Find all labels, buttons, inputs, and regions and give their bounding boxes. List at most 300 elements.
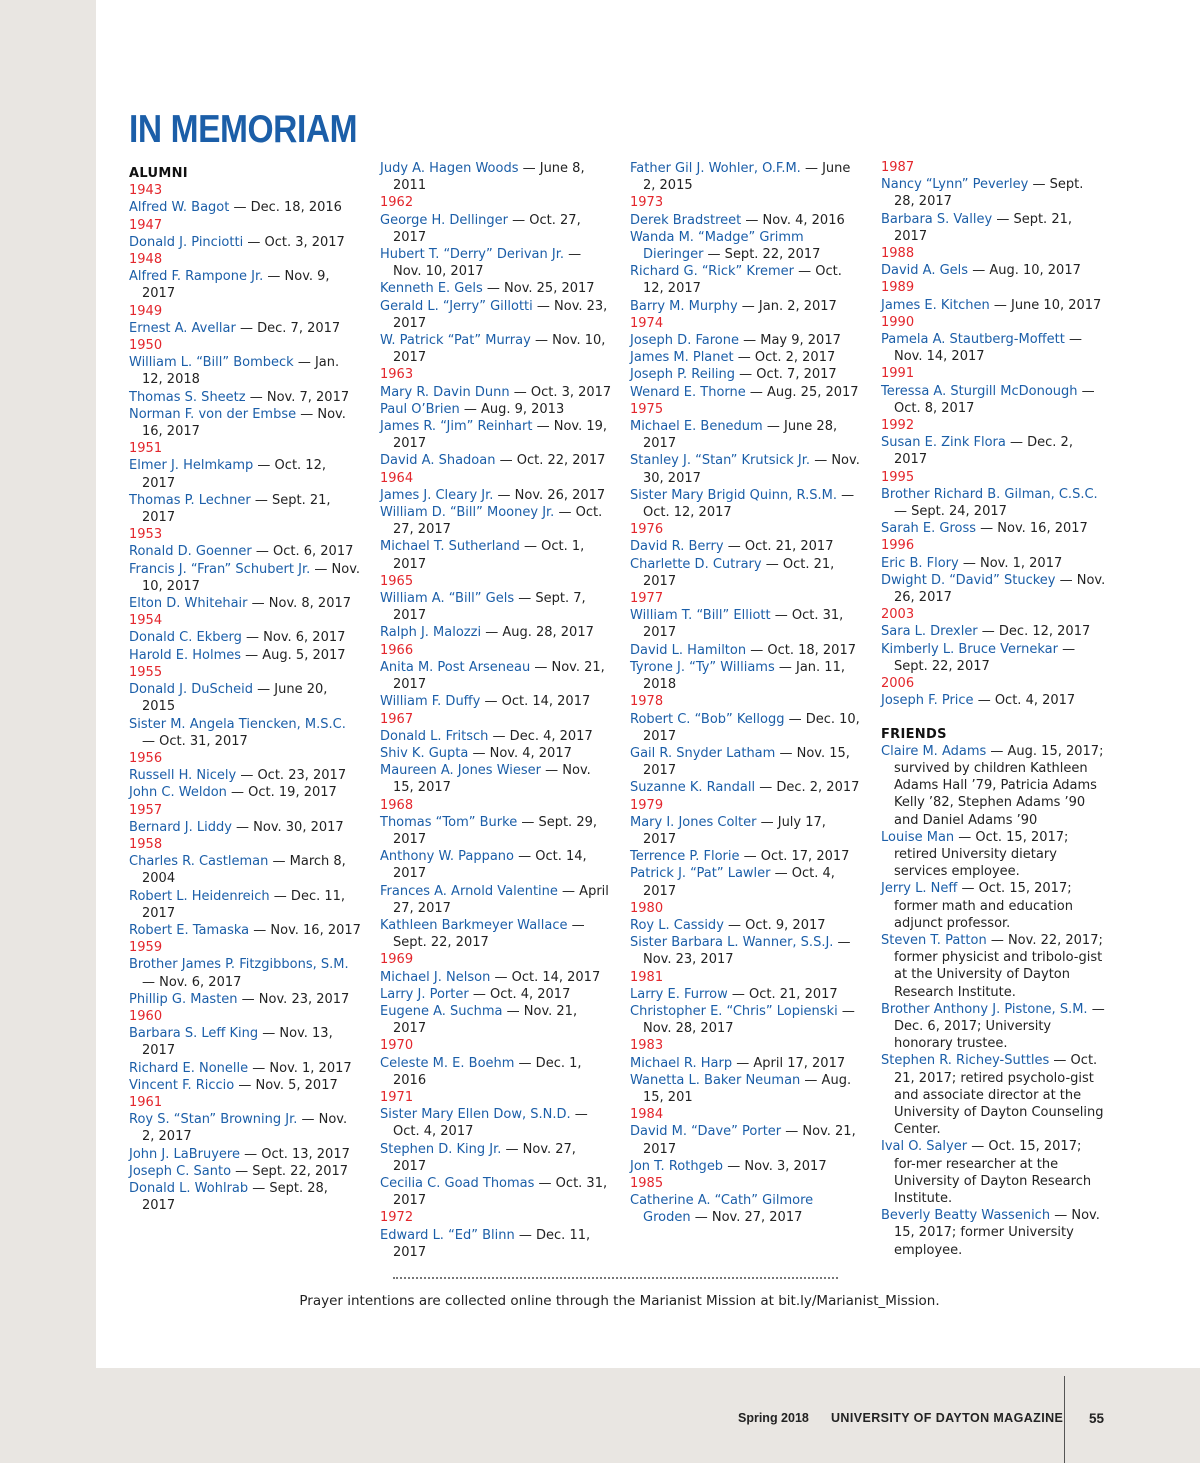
memorial-entry	[380, 986, 612, 1003]
memorial-entry	[129, 561, 361, 595]
date-of-death: — Aug. 5, 2017	[241, 647, 346, 663]
class-year: 1967	[380, 711, 414, 727]
deceased-name: David M. “Dave” Porter	[630, 1124, 782, 1140]
class-year: 2006	[881, 676, 915, 692]
memorial-entry	[630, 212, 862, 229]
deceased-name: Dwight D. “David” Stuckey	[881, 572, 1056, 588]
deceased-name: William L. “Bill” Bombeck	[129, 355, 294, 371]
date-of-death: — Oct. 15, 2017; for-mer researcher at the University of Dayton Research Institute.	[894, 1139, 1092, 1206]
date-of-death: — Aug. 15, 2017; survived by children Kathleen Adams Hall ’79, Patricia Adams Kelly ’82, Stephen Adams ’90 and Daniel Adams ’90	[894, 743, 1104, 828]
date-of-death: — Nov. 10, 2017	[142, 561, 361, 594]
deceased-name: William F. Duffy	[380, 694, 481, 710]
memorial-entry	[380, 1106, 612, 1140]
date-of-death: — Sept. 22, 2017	[393, 917, 585, 951]
deceased-name: Donald J. Pinciotti	[129, 234, 244, 250]
memorial-entry	[881, 297, 1107, 314]
prayer-footnote: Prayer intentions are collected online through the Marianist Mission at bit.ly/Marianist_Mission.	[299, 1293, 940, 1309]
date-of-death: — Nov. 21, 2017	[643, 1124, 856, 1157]
class-year: 1976	[630, 522, 664, 538]
memorial-entry	[129, 1180, 361, 1214]
deceased-name: Elmer J. Helmkamp	[129, 458, 254, 474]
deceased-name: Ernest A. Avellar	[129, 320, 236, 336]
deceased-name: Anita M. Post Arseneau	[380, 659, 531, 675]
date-of-death: — Dec. 12, 2017	[977, 624, 1091, 640]
memorial-entry	[630, 556, 862, 590]
date-of-death: — Oct. 27, 2017	[393, 212, 581, 245]
deceased-name: Joseph C. Santo	[129, 1163, 232, 1179]
memorial-entry	[129, 991, 361, 1008]
memorial-entry	[380, 917, 612, 951]
date-of-death: — Nov. 9, 2017	[142, 269, 330, 302]
class-year: 1996	[881, 538, 915, 554]
deceased-name: Stephen D. King Jr.	[380, 1141, 502, 1157]
deceased-name: John C. Weldon	[129, 785, 227, 801]
deceased-name: Mary I. Jones Colter	[630, 814, 757, 830]
memorial-entry	[380, 1003, 612, 1037]
date-of-death: — May 9, 2017	[738, 333, 841, 349]
date-of-death: — Oct. 4, 2017	[643, 866, 835, 899]
memorial-entry	[129, 922, 361, 939]
memorial-entry	[630, 229, 862, 263]
date-of-death: — Nov. 19, 2017	[393, 419, 608, 452]
memorial-entry	[129, 1163, 361, 1180]
class-year: 1960	[129, 1008, 163, 1024]
page-number: 55	[1089, 1411, 1105, 1426]
deceased-name: Paul O’Brien	[380, 401, 460, 417]
deceased-name: Sara L. Drexler	[881, 624, 978, 640]
deceased-name: Eugene A. Suchma	[380, 1003, 503, 1019]
date-of-death: — Dec. 18, 2016	[229, 200, 342, 216]
memorial-entry	[380, 332, 612, 366]
memorial-entry	[129, 1025, 361, 1059]
deceased-name: Alfred F. Rampone Jr.	[129, 269, 264, 285]
class-year: 1970	[380, 1038, 414, 1054]
memorial-entry	[630, 986, 862, 1003]
date-of-death: — Nov. 15, 2017; former University employee.	[894, 1208, 1100, 1258]
date-of-death: — Dec. 4, 2017	[488, 728, 593, 744]
date-of-death: — Jan. 12, 2018	[142, 355, 340, 388]
date-of-death: — Sept. 22, 2017	[231, 1163, 349, 1179]
memorial-entry	[380, 298, 612, 332]
page-title: IN MEMORIAM	[129, 108, 358, 151]
date-of-death: — Nov. 4, 2017	[468, 745, 572, 761]
date-of-death: — Nov. 23, 2017	[643, 935, 851, 968]
deceased-name: Hubert T. “Derry” Derivan Jr.	[380, 247, 564, 263]
deceased-name: David A. Gels	[881, 263, 969, 279]
memorial-entry	[881, 932, 1107, 1001]
deceased-name: Richard E. Nonelle	[129, 1060, 249, 1076]
memorial-entry	[630, 745, 862, 779]
deceased-name: Patrick J. “Pat” Lawler	[630, 866, 771, 882]
date-of-death: — Nov. 25, 2017	[482, 281, 595, 297]
memorial-entry	[630, 538, 862, 555]
class-year: 1968	[380, 797, 414, 813]
deceased-name: Celeste M. E. Boehm	[380, 1055, 515, 1071]
memorial-entry	[881, 641, 1107, 675]
date-of-death: — Nov. 6, 2017	[142, 974, 242, 990]
deceased-name: Father Gil J. Wohler, O.F.M.	[630, 161, 801, 176]
date-of-death: — Oct. 22, 2017	[495, 453, 606, 469]
deceased-name: Jon T. Rothgeb	[630, 1158, 724, 1174]
memorial-entry	[881, 880, 1107, 932]
deceased-name: Derek Bradstreet	[630, 212, 742, 228]
memorial-entry	[380, 1141, 612, 1175]
date-of-death: — Oct. 15, 2017; former math and education adjunct professor.	[894, 881, 1073, 931]
deceased-name: Gerald L. “Jerry” Gillotti	[380, 298, 533, 314]
date-of-death: — Sept. 22, 2017	[894, 641, 1076, 674]
deceased-name: Charles R. Castleman	[129, 854, 269, 870]
deceased-name: Vincent F. Riccio	[129, 1077, 235, 1093]
memorial-entry	[881, 331, 1107, 365]
deceased-name: Beverly Beatty Wassenich	[881, 1208, 1051, 1224]
deceased-name: William A. “Bill” Gels	[380, 591, 515, 607]
memorial-entry	[380, 212, 612, 246]
deceased-name: Kenneth E. Gels	[380, 281, 483, 297]
memorial-entry	[129, 629, 361, 646]
deceased-name: Donald L. Fritsch	[380, 728, 489, 744]
deceased-name: Francis J. “Fran” Schubert Jr.	[129, 561, 311, 577]
deceased-name: Teressa A. Sturgill McDonough	[881, 383, 1078, 399]
memorial-entry	[129, 716, 361, 750]
date-of-death: — Oct. 12, 2017	[142, 458, 326, 491]
date-of-death: — Aug. 25, 2017	[745, 384, 859, 400]
date-of-death: — Oct. 21, 2017	[727, 986, 838, 1002]
class-year: 1948	[129, 252, 163, 268]
class-year: 1973	[630, 195, 664, 211]
deceased-name: Catherine A. “Cath” Gilmore Groden	[630, 1193, 814, 1226]
memorial-entry	[881, 211, 1107, 245]
memorial-entry	[881, 520, 1107, 537]
date-of-death: — Nov. 26, 2017	[894, 572, 1106, 606]
memorial-entry	[380, 762, 612, 796]
memorial-entry	[881, 1207, 1107, 1259]
memorial-entry	[630, 487, 862, 521]
class-year: 1949	[129, 303, 163, 319]
memorial-entry	[380, 728, 612, 745]
deceased-name: Brother James P. Fitzgibbons, S.M.	[129, 957, 349, 973]
date-of-death: — Oct. 18, 2017	[746, 642, 856, 658]
date-of-death: — Oct. 15, 2017; retired University dietary services employee.	[894, 829, 1069, 880]
date-of-death: — Dec. 1, 2016	[393, 1055, 582, 1088]
memorial-entry	[380, 401, 612, 418]
memorial-entry	[881, 176, 1107, 210]
deceased-name: Michael J. Nelson	[380, 969, 491, 985]
date-of-death: — Nov. 15, 2017	[643, 745, 850, 779]
memorial-entry	[129, 1146, 361, 1163]
deceased-name: Ronald D. Goenner	[129, 544, 252, 560]
memorial-entry	[380, 745, 612, 762]
date-of-death: — Nov. 1, 2017	[248, 1060, 352, 1076]
date-of-death: — Nov. 21, 2017	[393, 659, 605, 693]
date-of-death: — Aug. 28, 2017	[481, 625, 594, 641]
memorial-entry	[380, 452, 612, 469]
date-of-death: — Oct. 3, 2017	[509, 384, 612, 400]
class-year: 1975	[630, 401, 664, 417]
memorial-entry	[881, 486, 1107, 520]
date-of-death: — Nov. 28, 2017	[643, 1003, 855, 1037]
memorial-entry	[630, 814, 862, 848]
date-of-death: — Nov. 14, 2017	[894, 332, 1082, 365]
memorial-entry	[630, 1123, 862, 1157]
deceased-name: Judy A. Hagen Woods	[380, 161, 519, 176]
section-heading: ALUMNI	[129, 166, 188, 181]
folio-divider	[1064, 1376, 1065, 1463]
deceased-name: Roy L. Cassidy	[630, 917, 724, 933]
deceased-name: Richard G. “Rick” Kremer	[630, 264, 794, 280]
deceased-name: Harold E. Holmes	[129, 647, 242, 663]
date-of-death: — Nov. 4, 2016	[741, 212, 845, 228]
date-of-death: — Dec. 11, 2017	[393, 1227, 591, 1260]
deceased-name: Mary R. Davin Dunn	[380, 384, 510, 400]
deceased-name: Robert L. Heidenreich	[129, 888, 270, 904]
dotted-divider	[393, 1277, 838, 1279]
memorial-entry	[630, 659, 862, 693]
deceased-name: James E. Kitchen	[881, 297, 990, 313]
deceased-name: Nancy “Lynn” Peverley	[881, 177, 1029, 193]
memorial-entry	[129, 457, 361, 491]
memorial-entry	[380, 969, 612, 986]
class-year: 1959	[129, 940, 163, 956]
memorial-entry	[630, 711, 862, 745]
memorial-entry	[630, 779, 862, 796]
memorial-entry	[129, 1060, 361, 1077]
date-of-death: — Nov. 27, 2017	[393, 1141, 576, 1174]
deceased-name: William T. “Bill” Elliott	[630, 608, 771, 624]
date-of-death: — Dec. 10, 2017	[643, 711, 860, 744]
class-year: 1991	[881, 366, 915, 382]
date-of-death: — Oct. 4, 2017	[393, 1107, 588, 1140]
deceased-name: Donald L. Wohlrab	[129, 1180, 249, 1196]
date-of-death: — Oct. 21, 2017	[643, 556, 835, 589]
class-year: 1995	[881, 469, 915, 485]
deceased-name: Wanda M. “Madge” Grimm Dieringer	[630, 229, 804, 263]
date-of-death: — June 2, 2015	[643, 161, 851, 194]
memorial-entry	[630, 332, 862, 349]
class-year: 1988	[881, 246, 915, 262]
deceased-name: Bernard J. Liddy	[129, 819, 232, 835]
date-of-death: — Nov. 8, 2017	[247, 596, 352, 612]
memorial-entry	[129, 853, 361, 887]
deceased-name: Barbara S. Valley	[881, 211, 993, 227]
date-of-death: — Sept. 22, 2017	[703, 247, 821, 263]
deceased-name: Stanley J. “Stan” Krutsick Jr.	[630, 453, 811, 469]
date-of-death: — Oct. 27, 2017	[393, 505, 603, 538]
memorial-entry	[129, 956, 361, 990]
deceased-name: Phillip G. Masten	[129, 991, 238, 1007]
date-of-death: — March 8, 2004	[142, 854, 346, 887]
column-1	[129, 159, 361, 1214]
deceased-name: Joseph F. Price	[881, 693, 974, 709]
date-of-death: — Dec. 2, 2017	[894, 435, 1073, 468]
deceased-name: James J. Cleary Jr.	[380, 487, 494, 503]
class-year: 1950	[129, 338, 163, 354]
memorial-entry	[129, 406, 361, 440]
date-of-death: — April 27, 2017	[393, 883, 609, 916]
date-of-death: — Oct. 3, 2017	[243, 234, 345, 250]
date-of-death: — Nov. 30, 2017	[643, 453, 860, 486]
date-of-death: — Nov. 6, 2017	[241, 630, 346, 646]
date-of-death: — Nov. 10, 2017	[393, 333, 606, 366]
deceased-name: David L. Hamilton	[630, 642, 747, 658]
date-of-death: — Dec. 2, 2017	[755, 780, 860, 796]
memorial-entry	[129, 199, 361, 216]
class-year: 1963	[380, 367, 414, 383]
memorial-entry	[129, 1111, 361, 1145]
deceased-name: Edward L. “Ed” Blinn	[380, 1227, 515, 1243]
memorial-entry	[630, 160, 862, 194]
memorial-entry	[380, 590, 612, 624]
date-of-death: — June 28, 2017	[643, 419, 838, 452]
class-year: 1956	[129, 750, 163, 766]
date-of-death: — Aug. 10, 2017	[968, 263, 1081, 279]
deceased-name: Jerry L. Neff	[881, 881, 958, 897]
deceased-name: Gail R. Snyder Latham	[630, 745, 776, 761]
deceased-name: Christopher E. “Chris” Lopienski	[630, 1003, 838, 1019]
class-year: 1992	[881, 418, 915, 434]
date-of-death: — Nov. 23, 2017	[237, 991, 350, 1007]
class-year: 1964	[380, 470, 414, 486]
column-3	[630, 160, 862, 1227]
date-of-death: — Sept. 7, 2017	[393, 591, 586, 624]
date-of-death: — Aug. 9, 2013	[459, 401, 565, 417]
date-of-death: — June 20, 2015	[142, 682, 328, 715]
memorial-entry	[129, 1077, 361, 1094]
date-of-death: — Oct. 31, 2017	[142, 733, 248, 749]
date-of-death: — Oct. 12, 2017	[643, 487, 855, 521]
class-year: 1958	[129, 836, 163, 852]
class-year: 1974	[630, 315, 664, 331]
deceased-name: John J. LaBruyere	[129, 1146, 240, 1162]
date-of-death: — Oct. 9, 2017	[723, 917, 826, 933]
deceased-name: Anthony W. Pappano	[380, 849, 514, 865]
class-year: 1977	[630, 591, 664, 607]
memorial-entry	[129, 320, 361, 337]
column-4	[881, 159, 1107, 1259]
memorial-entry	[129, 389, 361, 406]
deceased-name: Cecilia C. Goad Thomas	[380, 1175, 535, 1191]
class-year: 1981	[630, 969, 664, 985]
memorial-entry	[380, 1175, 612, 1209]
memorial-entry	[630, 1158, 862, 1175]
memorial-entry	[129, 543, 361, 560]
date-of-death: — Dec. 11, 2017	[142, 888, 346, 921]
deceased-name: Robert E. Tamaska	[129, 922, 250, 938]
memorial-entry	[380, 160, 612, 194]
date-of-death: — Oct. 7, 2017	[735, 367, 837, 383]
date-of-death: — Jan. 2, 2017	[737, 298, 837, 314]
deceased-name: Donald C. Ekberg	[129, 630, 242, 646]
memorial-entry	[881, 1138, 1107, 1207]
memorial-entry	[881, 1001, 1107, 1053]
deceased-name: Maureen A. Jones Wieser	[380, 763, 542, 779]
memorial-entry	[630, 1055, 862, 1072]
deceased-name: Pamela A. Stautberg-Moffett	[881, 332, 1065, 348]
deceased-name: Tyrone J. “Ty” Williams	[630, 659, 775, 675]
class-year: 1972	[380, 1210, 414, 1226]
deceased-name: Barry M. Murphy	[630, 298, 738, 314]
memorial-entry	[881, 829, 1107, 881]
date-of-death: — Oct. 31, 2017	[393, 1175, 608, 1209]
memorial-entry	[630, 865, 862, 899]
date-of-death: — Nov. 16, 2017	[142, 406, 346, 440]
folio-season: Spring 2018	[738, 1411, 809, 1425]
deceased-name: Michael E. Benedum	[630, 419, 763, 435]
class-year: 1983	[630, 1038, 664, 1054]
class-year: 1987	[881, 160, 915, 175]
date-of-death: — Oct. 14, 2017	[480, 694, 591, 710]
class-year: 2003	[881, 607, 915, 623]
deceased-name: Michael R. Harp	[630, 1055, 733, 1071]
date-of-death: — Oct. 19, 2017	[226, 785, 337, 801]
deceased-name: Steven T. Patton	[881, 932, 987, 948]
class-year: 1961	[129, 1094, 163, 1110]
memorial-entry	[881, 1052, 1107, 1138]
date-of-death: — Nov. 1, 2017	[958, 555, 1063, 571]
date-of-death: — Oct. 4, 2017	[973, 693, 1076, 709]
deceased-name: Alfred W. Bagot	[129, 200, 230, 216]
date-of-death: — Oct. 17, 2017	[739, 849, 850, 865]
deceased-name: Robert C. “Bob” Kellogg	[630, 711, 785, 727]
memorial-entry	[380, 1055, 612, 1089]
memorial-entry	[380, 1227, 612, 1261]
deceased-name: Norman F. von der Embse	[129, 406, 297, 422]
date-of-death: — Nov. 5, 2017	[234, 1077, 338, 1093]
memorial-entry	[630, 848, 862, 865]
memorial-entry	[380, 246, 612, 280]
deceased-name: Brother Richard B. Gilman, C.S.C.	[881, 486, 1098, 502]
date-of-death: — Sept. 28, 2017	[142, 1180, 328, 1214]
date-of-death: — Oct. 1, 2017	[393, 539, 585, 572]
class-year: 1962	[380, 195, 414, 211]
memorial-entry	[630, 298, 862, 315]
memorial-entry	[380, 384, 612, 401]
memorial-entry	[630, 917, 862, 934]
deceased-name: Stephen R. Richey-Suttles	[881, 1053, 1050, 1069]
deceased-name: Joseph P. Reiling	[630, 367, 736, 383]
deceased-name: Thomas S. Sheetz	[129, 389, 246, 405]
memorial-entry	[380, 693, 612, 710]
deceased-name: Sister M. Angela Tiencken, M.S.C.	[129, 716, 346, 732]
memorial-entry	[881, 623, 1107, 640]
class-year: 1985	[630, 1175, 664, 1191]
memorial-entry	[630, 642, 862, 659]
deceased-name: Sarah E. Gross	[881, 521, 977, 537]
deceased-name: Roy S. “Stan” Browning Jr.	[129, 1112, 298, 1128]
column-2	[380, 160, 612, 1261]
date-of-death: — July 17, 2017	[643, 814, 826, 847]
date-of-death: — Nov. 13, 2017	[142, 1026, 333, 1059]
date-of-death: — Oct. 4, 2017	[468, 986, 571, 1002]
memorial-entry	[129, 492, 361, 526]
class-year: 1965	[380, 573, 414, 589]
date-of-death: — Nov. 23, 2017	[393, 298, 608, 331]
date-of-death: — Nov. 21, 2017	[393, 1003, 578, 1037]
date-of-death: — Sept. 21, 2017	[142, 492, 331, 526]
date-of-death: — Jan. 11, 2018	[643, 659, 845, 693]
deceased-name: Terrence P. Florie	[630, 849, 740, 865]
class-year: 1979	[630, 797, 664, 813]
deceased-name: Sister Mary Ellen Dow, S.N.D.	[380, 1107, 571, 1123]
class-year: 1980	[630, 900, 664, 916]
deceased-name: Ival O. Salyer	[881, 1139, 968, 1155]
deceased-name: Thomas P. Lechner	[129, 492, 251, 508]
date-of-death: — Aug. 15, 201	[643, 1072, 852, 1105]
deceased-name: Frances A. Arnold Valentine	[380, 883, 558, 899]
date-of-death: — Oct. 8, 2017	[894, 383, 1095, 416]
memorial-entry	[881, 262, 1107, 279]
memorial-entry	[630, 418, 862, 452]
deceased-name: Kathleen Barkmeyer Wallace	[380, 917, 568, 933]
